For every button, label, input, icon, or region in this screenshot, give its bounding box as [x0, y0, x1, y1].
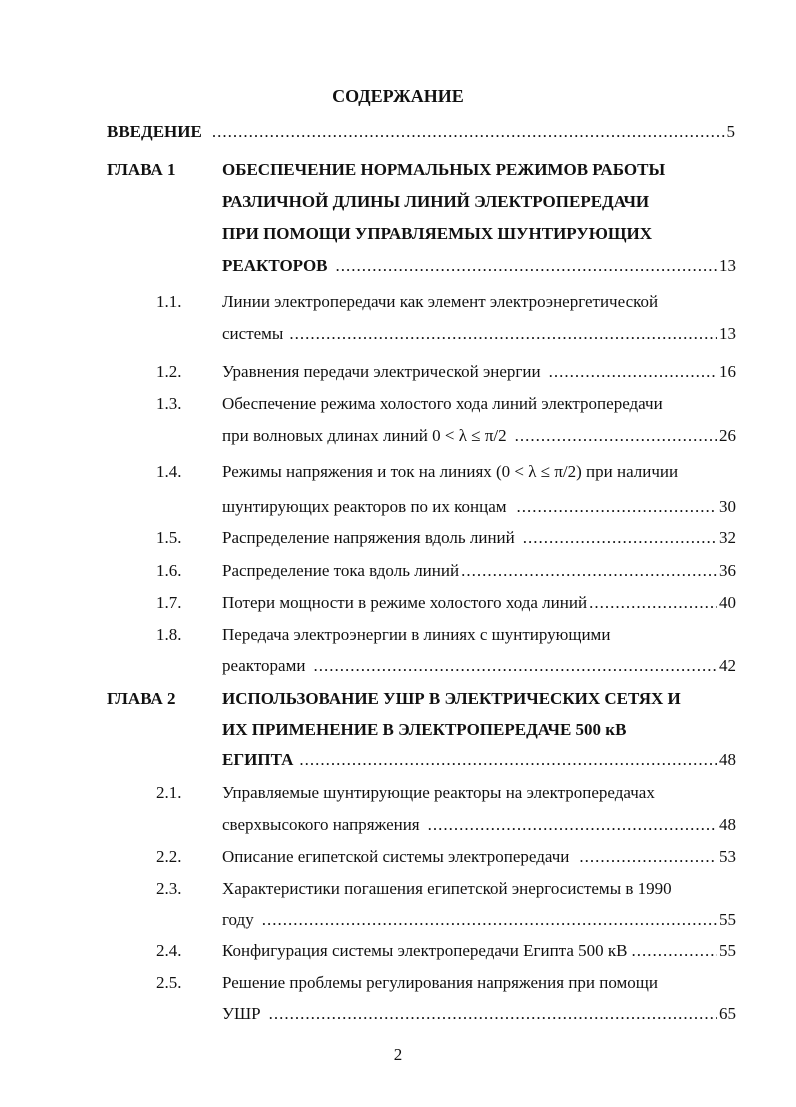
section-number: 1.2. — [156, 362, 182, 381]
toc-entry-2-1[interactable] — [222, 815, 736, 835]
section-number: 1.8. — [156, 625, 182, 644]
toc-entry-chapter2[interactable] — [222, 750, 736, 770]
dot-leader — [517, 497, 717, 517]
toc-page: 48 — [719, 815, 736, 834]
section-title: Линии электропередачи как элемент электроэнергетической — [222, 292, 659, 311]
toc-page: 48 — [719, 750, 736, 769]
toc-page: 5 — [726, 122, 735, 141]
dot-leader — [589, 593, 717, 613]
section-number: 2.4. — [156, 941, 182, 960]
section-title: Решение проблемы регулирования напряжения при помощи — [222, 973, 658, 992]
toc-page: 36 — [719, 561, 736, 580]
chapter-title-line: РЕАКТОРОВ — [222, 256, 328, 275]
section-title: Распределение тока вдоль линий — [222, 561, 460, 580]
toc-page: 42 — [719, 656, 736, 675]
toc-label: ВВЕДЕНИЕ — [107, 122, 202, 141]
chapter-title-line: ЕГИПТА — [222, 750, 294, 769]
dot-leader — [289, 324, 717, 344]
chapter-title-line: ИХ ПРИМЕНЕНИЕ В ЭЛЕКТРОПЕРЕДАЧЕ 500 кВ — [222, 720, 627, 739]
chapter-title-line: ПРИ ПОМОЩИ УПРАВЛЯЕМЫХ ШУНТИРУЮЩИХ — [222, 224, 653, 243]
chapter-label: ГЛАВА 1 — [107, 160, 176, 179]
section-title: Характеристики погашения египетской энергосистемы в 1990 — [222, 879, 672, 898]
section-title: реакторами — [222, 656, 306, 675]
section-title: Описание египетской системы электропередачи — [222, 847, 570, 866]
toc-entry-intro[interactable] — [107, 122, 735, 142]
dot-leader — [579, 847, 717, 867]
section-title: году — [222, 910, 254, 929]
toc-entry-1-6[interactable] — [222, 561, 736, 581]
toc-page: 65 — [719, 1004, 736, 1023]
toc-entry-1-3[interactable] — [222, 426, 736, 446]
section-number: 1.1. — [156, 292, 182, 311]
toc-entry-1-2[interactable] — [222, 362, 736, 382]
dot-leader — [549, 362, 717, 382]
section-title: Конфигурация системы электропередачи Египта 500 кВ — [222, 941, 628, 960]
section-title: Обеспечение режима холостого хода линий электропередачи — [222, 394, 663, 413]
section-number: 2.5. — [156, 973, 182, 992]
section-number: 2.3. — [156, 879, 182, 898]
dot-leader — [631, 941, 717, 961]
section-title: сверхвысокого напряжения — [222, 815, 420, 834]
toc-page: 55 — [719, 910, 736, 929]
toc-page: 26 — [719, 426, 736, 445]
toc-entry-chapter1[interactable] — [222, 256, 736, 276]
section-title: Потери мощности в режиме холостого хода линий — [222, 593, 588, 612]
section-title: Распределение напряжения вдоль линий — [222, 528, 515, 547]
toc-page: 13 — [719, 324, 736, 343]
toc-entry-2-5[interactable] — [222, 1004, 736, 1024]
section-title: Режимы напряжения и ток на линиях (0 < λ ≤ π/2) при наличии — [222, 462, 679, 481]
toc-page: 32 — [719, 528, 736, 547]
chapter-title-line: РАЗЛИЧНОЙ ДЛИНЫ ЛИНИЙ ЭЛЕКТРОПЕРЕДАЧИ — [222, 192, 650, 211]
toc-entry-1-8[interactable] — [222, 656, 736, 676]
chapter-title-line: ИСПОЛЬЗОВАНИЕ УШР В ЭЛЕКТРИЧЕСКИХ СЕТЯХ И — [222, 689, 681, 708]
toc-entry-1-5[interactable] — [222, 528, 736, 548]
section-title: Управляемые шунтирующие реакторы на электропередачах — [222, 783, 655, 802]
section-number: 1.4. — [156, 462, 182, 481]
dot-leader — [336, 256, 717, 276]
dot-leader — [212, 122, 725, 142]
toc-entry-1-1[interactable] — [222, 324, 736, 344]
toc-page: 53 — [719, 847, 736, 866]
dot-leader — [269, 1004, 717, 1024]
toc-entry-2-2[interactable] — [222, 847, 736, 867]
dot-leader — [523, 528, 717, 548]
section-title: шунтирующих реакторов по их концам — [222, 497, 507, 516]
chapter-label: ГЛАВА 2 — [107, 689, 176, 708]
section-title: УШР — [222, 1004, 261, 1023]
dot-leader — [428, 815, 717, 835]
toc-entry-1-4[interactable] — [222, 497, 736, 517]
toc-entry-2-4[interactable] — [222, 941, 736, 961]
toc-page: 55 — [719, 941, 736, 960]
toc-page: 40 — [719, 593, 736, 612]
dot-leader — [515, 426, 717, 446]
dot-leader — [299, 750, 717, 770]
toc-page: 16 — [719, 362, 736, 381]
section-number: 1.6. — [156, 561, 182, 580]
section-title: Уравнения передачи электрической энергии — [222, 362, 541, 381]
section-title: системы — [222, 324, 284, 343]
section-number: 1.5. — [156, 528, 182, 547]
toc-page: 30 — [719, 497, 736, 516]
page-number: 2 — [393, 1045, 403, 1064]
chapter-title-line: ОБЕСПЕЧЕНИЕ НОРМАЛЬНЫХ РЕЖИМОВ РАБОТЫ — [222, 160, 666, 179]
dot-leader — [262, 910, 717, 930]
section-number: 1.3. — [156, 394, 182, 413]
section-title: при волновых длинах линий 0 < λ ≤ π/2 — [222, 426, 507, 445]
section-number: 2.1. — [156, 783, 182, 802]
dot-leader — [461, 561, 717, 581]
toc-page: 13 — [719, 256, 736, 275]
page-title: СОДЕРЖАНИЕ — [332, 86, 464, 106]
section-number: 1.7. — [156, 593, 182, 612]
toc-entry-2-3[interactable] — [222, 910, 736, 930]
section-number: 2.2. — [156, 847, 182, 866]
dot-leader — [313, 656, 717, 676]
section-title: Передача электроэнергии в линиях с шунтирующими — [222, 625, 611, 644]
toc-entry-1-7[interactable] — [222, 593, 736, 613]
